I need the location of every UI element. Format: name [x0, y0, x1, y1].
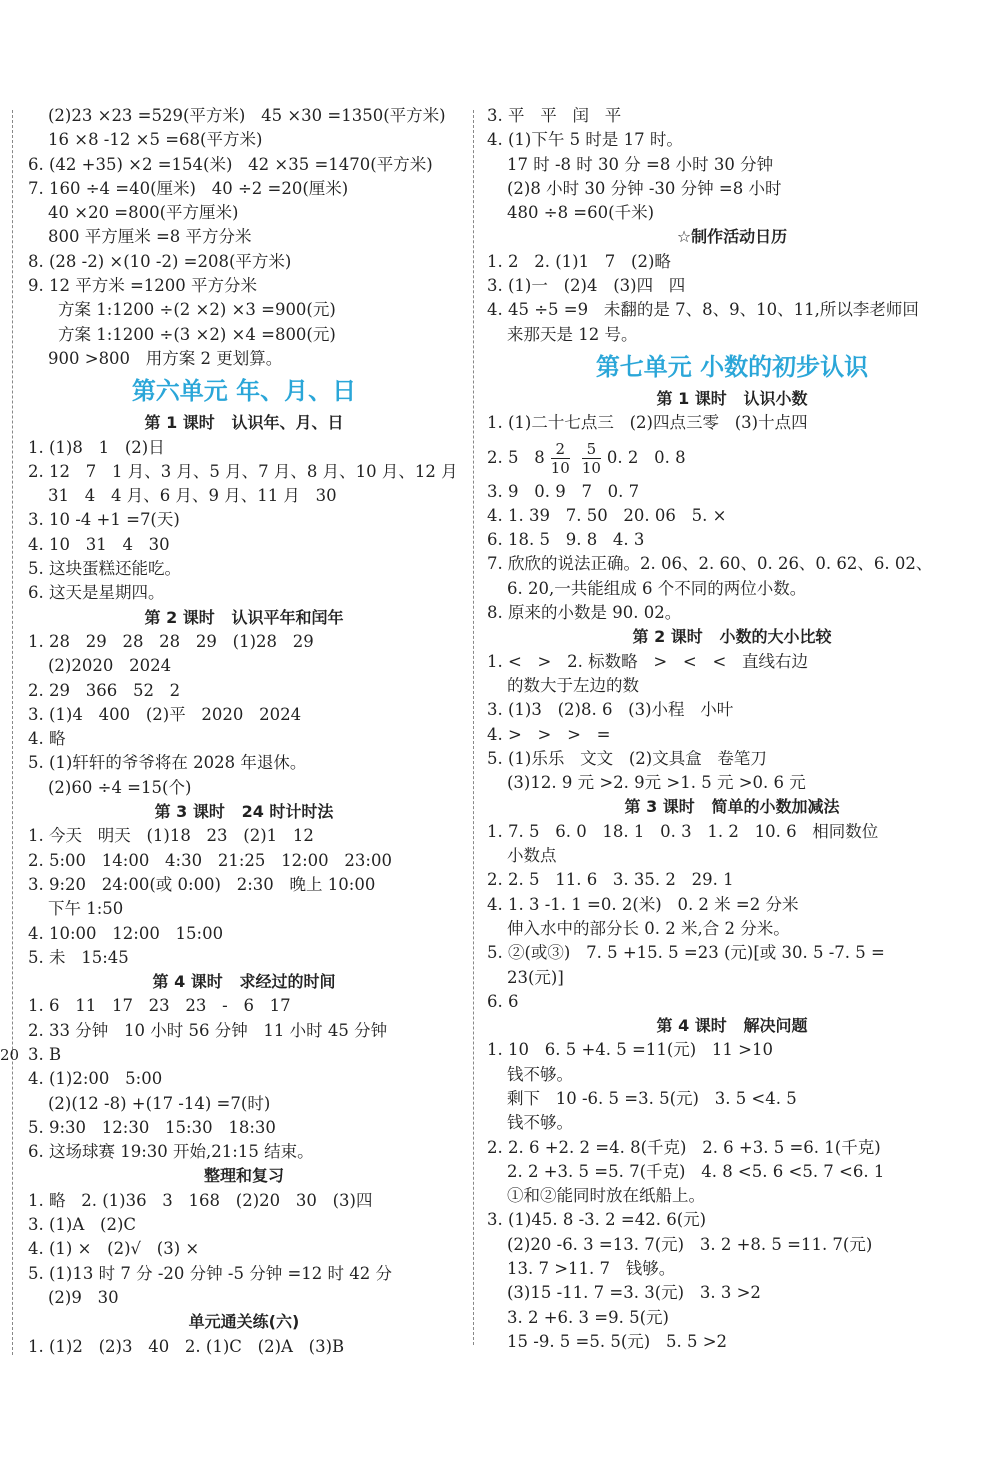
lesson-title: 第 1 课时 认识年、月、日 — [144, 413, 344, 433]
answer-line: 1. 2 2. (1)1 7 (2)略 — [487, 251, 671, 271]
fraction-line-prefix: 2. 5 8 — [487, 447, 545, 467]
answer-line: 6. 20,一共能组成 6 个不同的两位小数。 — [507, 578, 807, 598]
answer-line: 3. (1)A (2)C — [28, 1215, 137, 1235]
fraction — [582, 440, 601, 477]
answer-line: 3. 10 -4 +1 =7(天) — [28, 510, 180, 530]
answer-line: 5. ②(或③) 7. 5 +15. 5 =23 (元)[或 30. 5 -7. 5 = — [487, 943, 885, 963]
answer-line: 1. 28 29 28 28 29 (1)28 29 — [28, 631, 314, 651]
answer-line: 4. 10:00 12:00 15:00 — [28, 923, 224, 943]
answer-line: 1. 6 11 17 23 23 - 6 17 — [28, 996, 291, 1016]
lesson-title: 第 2 课时 小数的大小比较 — [632, 627, 832, 647]
answer-line: 4. 45 ÷5 =9 未翻的是 7、8、9、10、11,所以李老师回 — [487, 300, 919, 320]
answer-line: 1. (1)二十七点三 (2)四点三零 (3)十点四 — [487, 413, 808, 433]
answer-line: 4. 1. 39 7. 50 20. 06 5. × — [487, 505, 727, 525]
unit6-title: 第六单元 年、月、日 — [131, 377, 357, 406]
answer-line: 小数点 — [507, 846, 557, 866]
answer-line: 17 时 -8 时 30 分 =8 小时 30 分钟 — [507, 154, 774, 174]
answer-line: 900 >800 用方案 2 更划算。 — [48, 348, 283, 368]
lesson-title: 第 2 课时 认识平年和闰年 — [144, 607, 344, 627]
fraction-line-suffix: 0. 2 0. 8 — [606, 447, 686, 467]
answer-line: 4. (1)2:00 5:00 — [28, 1069, 163, 1089]
lesson-title: 第 4 课时 求经过的时间 — [152, 972, 336, 992]
answer-line: 3. (1)4 400 (2)平 2020 2024 — [28, 704, 302, 724]
answer-line: 4. 1. 3 -1. 1 =0. 2(米) 0. 2 米 =2 分米 — [487, 894, 799, 914]
answer-line: 15 -9. 5 =5. 5(元) 5. 5 >2 — [507, 1331, 728, 1351]
answer-line: (2)2020 2024 — [48, 656, 172, 676]
answer-line: 6. 6 — [487, 991, 519, 1011]
answer-line: (2)8 小时 30 分钟 -30 分钟 =8 小时 — [507, 178, 782, 198]
answer-line: 2. 2. 5 11. 6 3. 35. 2 29. 1 — [487, 870, 734, 890]
answer-line: 9. 12 平方米 =1200 平方分米 — [28, 276, 258, 296]
margin-page-mark: 20 — [0, 1046, 20, 1064]
answer-line: 1. (1)8 1 (2)日 — [28, 437, 165, 457]
answer-line: 下午 1:50 — [48, 899, 124, 919]
answer-line: 31 4 4 月、6 月、9 月、11 月 30 — [48, 486, 337, 506]
answer-line: 方案 1:1200 ÷(2 ×2) ×3 =900(元) — [58, 300, 336, 320]
lesson-title: 第 1 课时 认识小数 — [656, 388, 808, 408]
answer-line: 23(元)] — [507, 967, 564, 987]
answer-line: 1. < > 2. 标数略 > < < 直线右边 — [487, 651, 809, 671]
answer-line: 2. 12 7 1 月、3 月、5 月、7 月、8 月、10 月、12 月 — [28, 461, 458, 481]
answer-line: 3. B — [28, 1044, 62, 1064]
answer-line: (2)20 -6. 3 =13. 7(元) 3. 2 +8. 5 =11. 7(元) — [507, 1234, 873, 1254]
answer-line: (2)9 30 — [48, 1287, 119, 1307]
answer-line: (2)23 ×23 =529(平方米) 45 ×30 =1350(平方米) — [48, 106, 446, 125]
review-title: 整理和复习 — [203, 1166, 284, 1186]
answer-line: 4. 略 — [28, 729, 66, 749]
fraction-denominator: 10 — [550, 458, 570, 477]
answer-line: ①和②能同时放在纸船上。 — [507, 1186, 705, 1206]
answer-line: 1. 略 2. (1)36 3 168 (2)20 30 (3)四 — [28, 1190, 373, 1210]
answer-line: 5. (1)轩轩的爷爷将在 2028 年退休。 — [28, 753, 307, 773]
answer-line: 伸入水中的部分长 0. 2 米,合 2 分米。 — [507, 918, 790, 938]
answer-line: 4. (1) × (2)√ (3) × — [28, 1239, 200, 1259]
answer-line: 剩下 10 -6. 5 =3. 5(元) 3. 5 <4. 5 — [507, 1088, 797, 1108]
answer-line: (2)(12 -8) +(17 -14) =7(时) — [48, 1093, 271, 1113]
answer-line: (2)60 ÷4 =15(个) — [48, 777, 192, 797]
answer-line: 2. 33 分钟 10 小时 56 分钟 11 小时 45 分钟 — [28, 1020, 388, 1040]
answer-line: 7. 欣欣的说法正确。2. 06、2. 60、0. 26、0. 62、6. 02、 — [487, 554, 933, 574]
answer-line: 5. 未 15:45 — [28, 947, 129, 967]
answer-line: 5. (1)乐乐 文文 (2)文具盒 卷笔刀 — [487, 748, 767, 768]
answer-line: 3. 2 +6. 3 =9. 5(元) — [507, 1307, 669, 1327]
answer-line: 7. 160 ÷4 =40(厘米) 40 ÷2 =20(厘米) — [28, 178, 349, 198]
answer-line: 6. (42 +35) ×2 =154(米) 42 ×35 =1470(平方米) — [28, 154, 433, 174]
practice-title: 单元通关练(六) — [188, 1312, 300, 1332]
answer-line: (3)15 -11. 7 =3. 3(元) 3. 3 >2 — [507, 1283, 761, 1303]
answer-line: 4. (1)下午 5 时是 17 时。 — [487, 130, 683, 150]
answer-line: 4. > > > = — [487, 724, 611, 744]
fraction — [551, 440, 570, 477]
answer-line: 480 ÷8 =60(千米) — [507, 203, 655, 223]
right-column — [487, 104, 977, 1354]
answer-line: 方案 1:1200 ÷(3 ×2) ×4 =800(元) — [58, 324, 336, 344]
answer-line: 3. 平 平 闰 平 — [487, 106, 622, 125]
answer-line: 8. (28 -2) ×(10 -2) =208(平方米) — [28, 251, 292, 271]
answer-line: 2. 2. 6 +2. 2 =4. 8(千克) 2. 6 +3. 5 =6. 1(千克) — [487, 1137, 881, 1157]
left-column — [28, 104, 460, 1359]
answer-line: 3. (1)一 (2)4 (3)四 四 — [487, 276, 686, 296]
lesson-title: 第 4 课时 解决问题 — [656, 1016, 808, 1036]
column-divider — [473, 110, 474, 1345]
lesson-title: 第 3 课时 24 时计时法 — [154, 802, 334, 822]
answer-line: 16 ×8 -12 ×5 =68(平方米) — [48, 130, 263, 150]
left-margin-divider — [12, 110, 13, 1355]
answer-line: 4. 10 31 4 30 — [28, 534, 170, 554]
answer-line: 3. (1)3 (2)8. 6 (3)小程 小叶 — [487, 700, 734, 720]
answer-line: 1. 今天 明天 (1)18 23 (2)1 12 — [28, 826, 314, 846]
answer-line: 6. 18. 5 9. 8 4. 3 — [487, 530, 645, 550]
answer-line: 5. 这块蛋糕还能吃。 — [28, 559, 181, 579]
answer-line: 来那天是 12 号。 — [507, 324, 638, 344]
answer-line: 5. 9:30 12:30 15:30 18:30 — [28, 1117, 276, 1137]
answer-line: 40 ×20 =800(平方厘米) — [48, 203, 239, 223]
answer-line: 3. (1)45. 8 -3. 2 =42. 6(元) — [487, 1210, 707, 1230]
lesson-title: 第 3 课时 简单的小数加减法 — [624, 797, 840, 817]
activity-title: ☆制作活动日历 — [676, 227, 788, 247]
answer-line: (3)12. 9 元 >2. 9元 >1. 5 元 >0. 6 元 — [507, 773, 806, 793]
answer-line: 6. 这场球赛 19:30 开始,21:15 结束。 — [28, 1142, 314, 1162]
fraction-answer-line — [487, 436, 977, 480]
answer-line: 钱不够。 — [507, 1113, 573, 1133]
answer-line: 6. 这天是星期四。 — [28, 583, 165, 603]
answer-line: 2. 2 +3. 5 =5. 7(千克) 4. 8 <5. 6 <5. 7 <6. 1 — [507, 1161, 885, 1181]
answer-line: 1. 10 6. 5 +4. 5 =11(元) 11 >10 — [487, 1040, 773, 1060]
fraction-numerator: 5 — [582, 440, 601, 459]
unit7-title: 第七单元 小数的初步认识 — [595, 352, 869, 381]
answer-line: 13. 7 >11. 7 钱够。 — [507, 1259, 676, 1279]
answer-line: 1. 7. 5 6. 0 18. 1 0. 3 1. 2 10. 6 相同数位 — [487, 821, 879, 841]
answer-line: 2. 5:00 14:00 4:30 21:25 12:00 23:00 — [28, 850, 392, 870]
answer-line: 800 平方厘米 =8 平方分米 — [48, 227, 252, 247]
left-top-answers — [28, 104, 460, 371]
answer-line: 3. 9:20 24:00(或 0:00) 2:30 晚上 10:00 — [28, 874, 376, 894]
answer-line: 8. 原来的小数是 90. 02。 — [487, 603, 682, 623]
answer-line: 3. 9 0. 9 7 0. 7 — [487, 481, 640, 501]
answer-line: 2. 29 366 52 2 — [28, 680, 181, 700]
answer-line: 的数大于左边的数 — [507, 675, 639, 695]
answer-line: 钱不够。 — [507, 1064, 573, 1084]
answer-line: 5. (1)13 时 7 分 -20 分钟 -5 分钟 =12 时 42 分 — [28, 1263, 393, 1283]
answer-line: 1. (1)2 (2)3 40 2. (1)C (2)A (3)B — [28, 1336, 345, 1356]
fraction-numerator: 2 — [551, 440, 570, 459]
fraction-denominator: 10 — [581, 458, 601, 477]
